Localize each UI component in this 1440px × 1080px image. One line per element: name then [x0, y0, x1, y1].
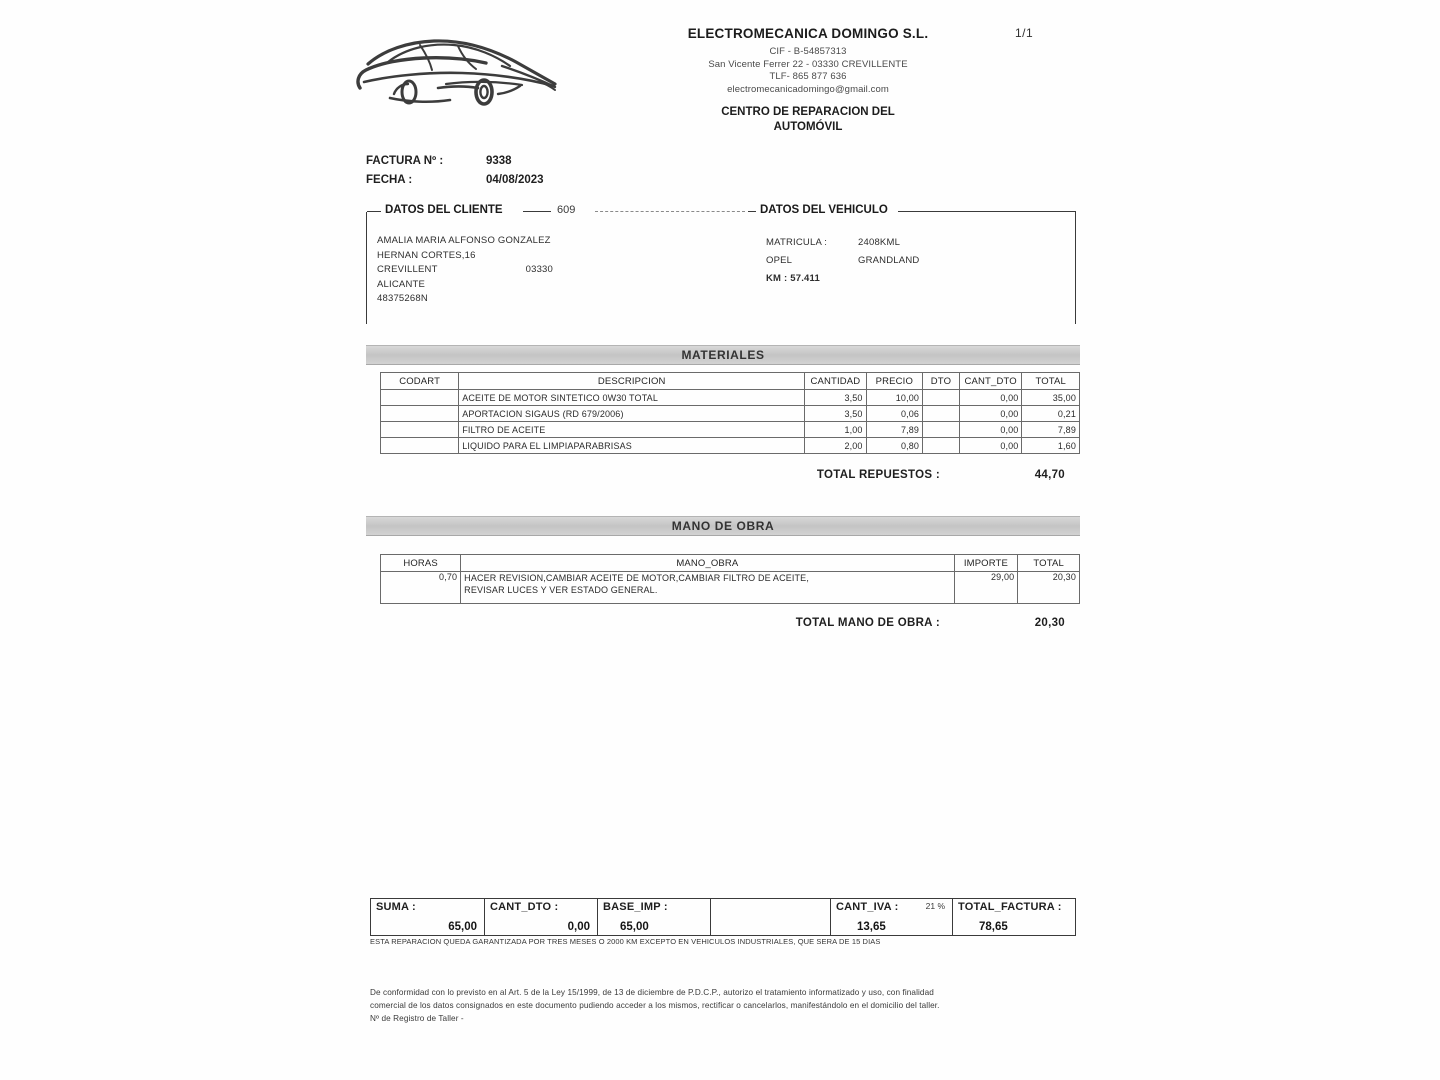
labor-header-row: [381, 555, 1080, 572]
col-importe: IMPORTE: [954, 555, 1018, 572]
cell-dto: [923, 390, 960, 406]
cell-importe: 29,00: [954, 572, 1018, 604]
table-row: [381, 422, 1080, 438]
client-city: CREVILLENT: [377, 264, 438, 275]
vehicle-box-rule-right: [898, 211, 1076, 212]
warranty-text: ESTA REPARACION QUEDA GARANTIZADA POR TRES MESES O 2000 KM EXCEPTO EN VEHICULOS INDUSTRIALES, QUE SERA DE 15 DIAS: [370, 937, 881, 946]
vehicle-model-row: [766, 252, 919, 270]
cell-labor-total: 20,30: [1018, 572, 1080, 604]
client-dni: 48375268N: [377, 293, 428, 304]
vehicle-km-row: [766, 270, 919, 288]
invoice-number-value: 9338: [486, 155, 512, 167]
vehicle-plate-label: MATRICULA :: [766, 237, 828, 248]
summary-discount-label: CANT_DTO :: [490, 901, 559, 913]
cell-cantidad: 3,50: [805, 406, 866, 422]
client-code: 609: [553, 204, 579, 216]
client-street: HERNAN CORTES,16: [377, 249, 476, 261]
col-descripcion: DESCRIPCION: [459, 373, 805, 390]
cell-dto: [923, 438, 960, 454]
company-address: San Vicente Ferrer 22 - 03330 CREVILLENTE: [708, 58, 908, 70]
vehicle-plate-value: 2408KML: [858, 237, 901, 248]
client-address-block: [377, 234, 553, 307]
invoice-number-row: [366, 152, 544, 171]
cell-dto: [923, 422, 960, 438]
vehicle-legend: DATOS DEL VEHICULO: [756, 204, 892, 216]
materials-total-value: 44,70: [1034, 469, 1065, 481]
cell-precio: 0,06: [866, 406, 922, 422]
cell-total: 7,89: [1022, 422, 1080, 438]
materials-total-label: TOTAL REPUESTOS :: [816, 469, 940, 481]
cell-cant-dto: 0,00: [959, 390, 1022, 406]
col-cant-dto: CANT_DTO: [959, 373, 1022, 390]
summary-total-value: 78,65: [979, 921, 1008, 933]
labor-total-value: 20,30: [1034, 617, 1065, 629]
cell-dto: [923, 406, 960, 422]
cell-precio: 0,80: [866, 438, 922, 454]
client-box-rule-right: [595, 211, 745, 212]
client-legend: DATOS DEL CLIENTE: [381, 204, 507, 216]
summary-base-value: 65,00: [620, 921, 649, 933]
summary-iva-label: CANT_IVA :: [836, 901, 899, 913]
summary-suma-label: SUMA :: [376, 901, 416, 913]
cell-cant-dto: 0,00: [959, 406, 1022, 422]
invoice-meta: [366, 152, 544, 190]
document-header: [350, 18, 1090, 138]
cell-descripcion: ACEITE DE MOTOR SINTETICO 0W30 TOTAL: [459, 390, 805, 406]
labor-table: [380, 554, 1080, 604]
summary-spacer: [711, 899, 831, 935]
summary-box: [370, 898, 1076, 936]
page-indicator: 1/1: [1015, 26, 1034, 40]
sports-car-icon: [350, 32, 565, 110]
vehicle-model: GRANDLAND: [858, 255, 920, 266]
labor-banner-label: MANO DE OBRA: [671, 519, 775, 533]
materials-banner-label: MATERIALES: [681, 348, 765, 362]
company-subtitle-line1: CENTRO DE REPARACION DEL: [721, 106, 895, 118]
cell-descripcion: APORTACION SIGAUS (RD 679/2006): [459, 406, 805, 422]
company-info: [588, 26, 1028, 134]
table-row: [381, 406, 1080, 422]
labor-total-label: TOTAL MANO DE OBRA :: [795, 617, 940, 629]
col-horas: HORAS: [381, 555, 461, 572]
invoice-date-value: 04/08/2023: [486, 174, 544, 186]
company-subtitle-line2: AUTOMÓVIL: [773, 120, 843, 133]
cell-cantidad: 3,50: [805, 390, 866, 406]
company-name: ELECTROMECANICA DOMINGO S.L.: [687, 26, 929, 41]
invoice-date-label: FECHA :: [366, 174, 413, 186]
cell-codart: [381, 406, 459, 422]
client-box-rule-left: [367, 211, 381, 212]
cell-total: 35,00: [1022, 390, 1080, 406]
vehicle-plate-row: [766, 234, 919, 252]
col-cantidad: CANTIDAD: [805, 373, 866, 390]
summary-iva-percent: 21 %: [925, 901, 945, 911]
vehicle-details-box: [748, 204, 1076, 324]
col-dto: DTO: [923, 373, 960, 390]
cell-total: 1,60: [1022, 438, 1080, 454]
company-cif: CIF - B-54857313: [769, 46, 847, 57]
summary-base: [598, 899, 711, 935]
col-labor-total: TOTAL: [1018, 555, 1080, 572]
summary-discount: [485, 899, 598, 935]
vehicle-box-rule-left: [748, 211, 756, 212]
cell-precio: 10,00: [866, 390, 922, 406]
invoice-date-row: [366, 171, 544, 190]
table-row: [381, 438, 1080, 454]
vehicle-km-value: 57.411: [790, 273, 820, 284]
company-email: electromecanicadomingo@gmail.com: [727, 83, 889, 95]
party-details: [366, 204, 1076, 324]
vehicle-info-block: [766, 234, 919, 288]
legal-notice: [370, 986, 1070, 1025]
invoice-number-label: FACTURA Nº :: [366, 155, 444, 167]
summary-total: [953, 899, 1074, 935]
cell-descripcion: LIQUIDO PARA EL LIMPIAPARABRISAS: [459, 438, 805, 454]
client-name: AMALIA MARIA ALFONSO GONZALEZ: [377, 235, 551, 246]
materials-table: [380, 372, 1080, 454]
legal-line3: Nº de Registro de Taller -: [370, 1014, 464, 1023]
labor-banner: [366, 516, 1080, 536]
materials-header-row: [381, 373, 1080, 390]
client-details-box: [366, 204, 744, 324]
col-precio: PRECIO: [866, 373, 922, 390]
cell-total: 0,21: [1022, 406, 1080, 422]
client-zip: 03330: [525, 264, 554, 275]
materials-banner: [366, 345, 1080, 365]
labor-desc-line1: HACER REVISION,CAMBIAR ACEITE DE MOTOR,CAMBIAR FILTRO DE ACEITE,: [464, 573, 809, 583]
client-province: ALICANTE: [377, 278, 426, 290]
vehicle-km-label: KM :: [766, 273, 788, 284]
labor-desc-line2: REVISAR LUCES Y VER ESTADO GENERAL.: [464, 585, 658, 595]
cell-descripcion: FILTRO DE ACEITE: [459, 422, 805, 438]
summary-iva-value: 13,65: [857, 921, 886, 933]
table-row: [381, 572, 1080, 604]
table-row: [381, 390, 1080, 406]
col-codart: CODART: [381, 373, 459, 390]
company-phone: TLF- 865 877 636: [769, 71, 847, 82]
summary-iva: [831, 899, 953, 935]
cell-codart: [381, 438, 459, 454]
cell-codart: [381, 422, 459, 438]
cell-precio: 7,89: [866, 422, 922, 438]
cell-codart: [381, 390, 459, 406]
cell-cantidad: 2,00: [805, 438, 866, 454]
summary-total-label: TOTAL_FACTURA :: [958, 901, 1062, 913]
client-city-zip: [377, 263, 553, 278]
col-mano-obra: MANO_OBRA: [461, 555, 954, 572]
cell-horas: 0,70: [381, 572, 461, 604]
col-total: TOTAL: [1022, 373, 1080, 390]
summary-suma-value: 65,00: [448, 921, 477, 933]
summary-discount-value: 0,00: [567, 921, 590, 933]
cell-cant-dto: 0,00: [959, 438, 1022, 454]
cell-cantidad: 1,00: [805, 422, 866, 438]
legal-line1: De conformidad con lo previsto en al Art. 5 de la Ley 15/1999, de 13 de diciembre de P.D.C.P., autorizo el tratamiento informatizado y uso, con finalidad: [370, 988, 934, 997]
cell-cant-dto: 0,00: [959, 422, 1022, 438]
vehicle-make: OPEL: [766, 255, 793, 266]
client-box-rule-mid: [523, 211, 551, 212]
legal-line2: comercial de los datos consignados en este documento pudiendo acceder a los mismos, rectificar o cancelarlos, manifestándolo en el domicilio del taller.: [370, 1001, 940, 1010]
cell-mano-obra: [461, 572, 954, 604]
summary-suma: [371, 899, 485, 935]
summary-base-label: BASE_IMP :: [603, 901, 668, 913]
